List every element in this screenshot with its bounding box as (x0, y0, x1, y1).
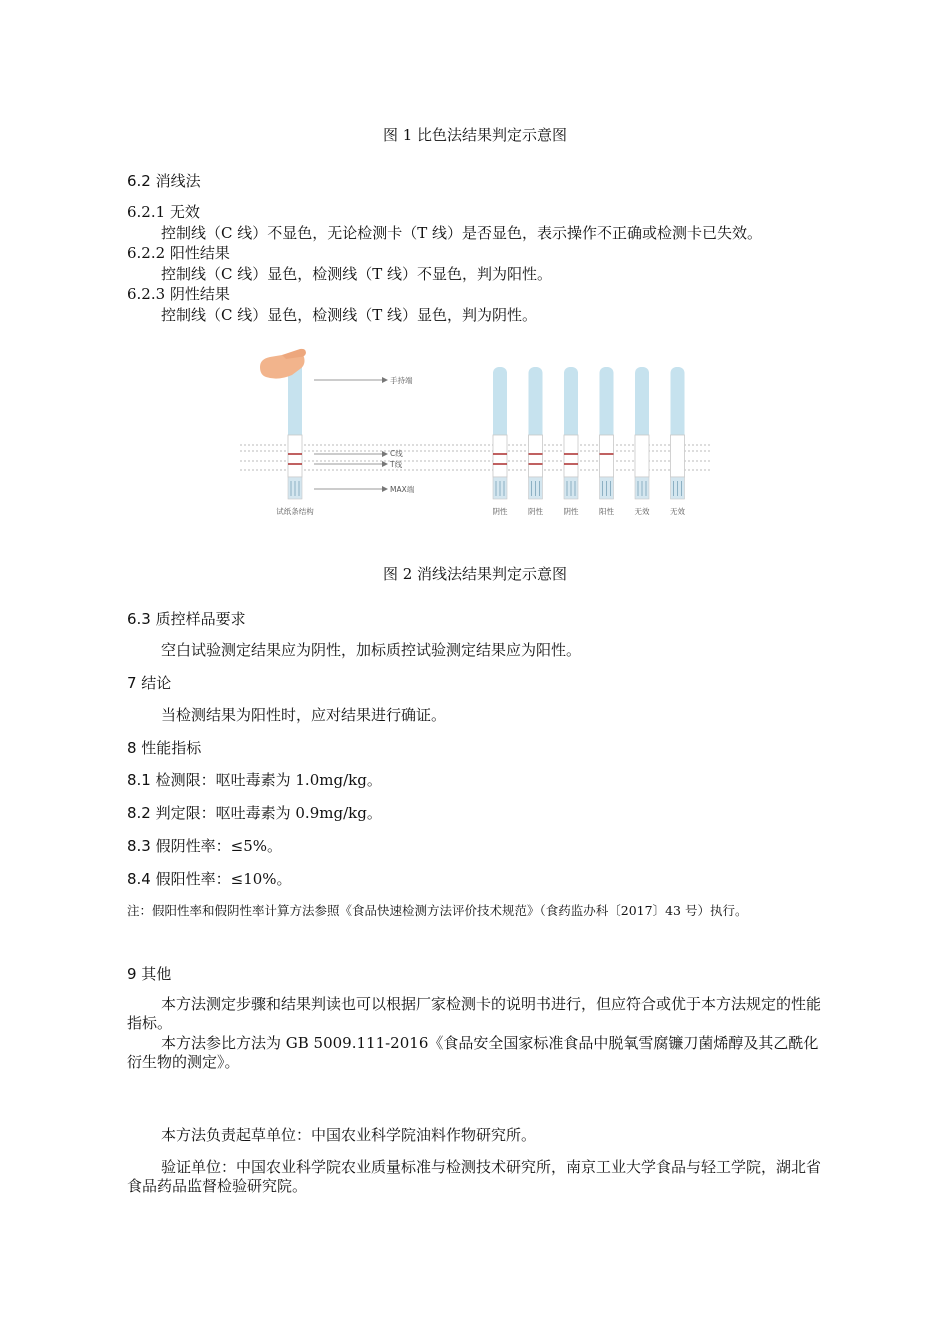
section-7-title: 7 结论 (127, 674, 172, 692)
result-strip-1 (493, 367, 508, 516)
result-strips (493, 367, 686, 516)
item-8-3-value: ≤5%。 (230, 837, 282, 855)
label-c-line: C线 (390, 449, 403, 458)
item-8-4-label: 8.4 假阳性率： (127, 870, 231, 888)
section-6-3-text: 空白试验测定结果应为阴性，加标质控试验测定结果应为阳性。 (161, 641, 582, 659)
figure-2-caption: 图 2 消线法结果判定示意图 (382, 565, 568, 583)
item-8-4-value: ≤10%。 (230, 870, 292, 888)
note: 注：假阳性率和假阴性率计算方法参照《食品快速检测方法评价技术规范》（食药监办科〔2017〕43 号）执行。 (127, 903, 748, 918)
verification-units: 验证单位：中国农业科学院农业质量标准与检测技术研究所，南京工业大学食品与轻工学院，湖北省食品药品监督检验研究院。 (127, 1158, 822, 1195)
item-8-2-label: 8.2 判定限：呕吐毒素为 (127, 804, 291, 822)
section-6-2-2-title: 6.2.2 阳性结果 (127, 244, 230, 262)
item-8-1-value: 1.0mg/kg。 (290, 771, 382, 789)
section-6-2-3-text: 控制线（C 线）显色，检测线（T 线）显色，判为阴性。 (161, 306, 538, 324)
item-8-2 (127, 802, 382, 823)
result-strip-2 (528, 367, 543, 516)
drafting-unit: 本方法负责起草单位：中国农业科学院油料作物研究所。 (161, 1126, 537, 1144)
section-7-text: 当检测结果为阳性时，应对结果进行确证。 (161, 706, 447, 724)
item-8-1 (127, 769, 382, 790)
section-6-2-2-text: 控制线（C 线）显色，检测线（T 线）不显色，判为阳性。 (161, 265, 553, 283)
result-strip-label: 阳性 (599, 507, 614, 516)
section-9-title: 9 其他 (127, 965, 172, 983)
section-6-2-title: 6.2 消线法 (127, 172, 201, 190)
structure-strip (288, 363, 302, 499)
figure-2-diagram (230, 345, 720, 525)
label-t-line: T线 (390, 460, 403, 469)
item-8-2-value: 0.9mg/kg。 (290, 804, 382, 822)
label-strip-structure: 试纸条结构 (276, 507, 314, 516)
result-strip-label: 阴性 (528, 507, 543, 516)
item-8-3 (127, 835, 282, 856)
result-strip-label: 阴性 (563, 507, 579, 516)
section-9-paragraph-2: 本方法参比方法为 GB 5009.111-2016《食品安全国家标准食品中脱氧雪腐镰刀菌烯醇及其乙酰化衍生物的测定》。 (127, 1034, 819, 1071)
label-max-end: MAX端 (390, 485, 415, 494)
section-8-title: 8 性能指标 (127, 739, 202, 757)
label-handle-end: 手持端 (390, 376, 413, 385)
result-strip-6 (670, 367, 685, 516)
section-6-2-1-text: 控制线（C 线）不显色，无论检测卡（T 线）是否显色，表示操作不正确或检测卡已失效。 (161, 224, 763, 242)
result-strip-3 (564, 367, 579, 516)
section-6-2-1-title: 6.2.1 无效 (127, 203, 200, 221)
result-strip-label: 无效 (670, 507, 685, 516)
result-strip-label: 无效 (634, 507, 650, 516)
item-8-1-label: 8.1 检测限：呕吐毒素为 (127, 771, 291, 789)
section-6-3-title: 6.3 质控样品要求 (127, 610, 246, 628)
figure-1-caption: 图 1 比色法结果判定示意图 (382, 126, 568, 144)
item-8-4 (127, 868, 292, 889)
result-strip-5 (635, 367, 650, 516)
section-6-2-3-title: 6.2.3 阴性结果 (127, 285, 230, 303)
result-strip-label: 阴性 (492, 507, 508, 516)
result-strip-4 (599, 367, 614, 516)
section-9-paragraph-1: 本方法测定步骤和结果判读也可以根据厂家检测卡的说明书进行，但应符合或优于本方法规定的性能指标。 (127, 995, 822, 1032)
item-8-3-label: 8.3 假阴性率： (127, 837, 231, 855)
